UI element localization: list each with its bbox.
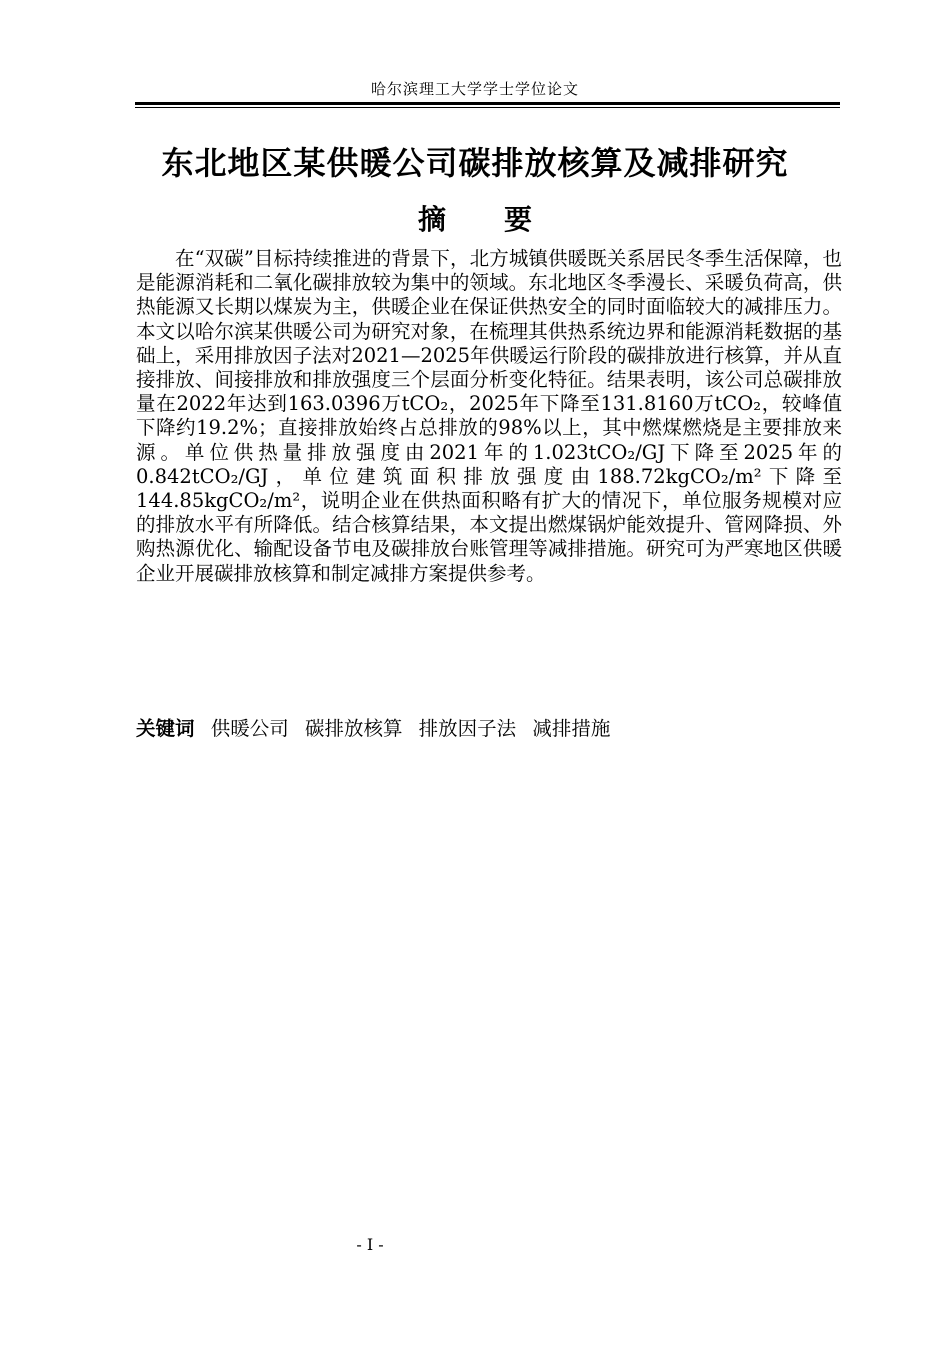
keywords-line bbox=[136, 716, 842, 742]
header-rule-thin bbox=[135, 107, 840, 108]
abstract-heading-char-2: 要 bbox=[504, 203, 533, 236]
keyword-item: 排放因子法 bbox=[418, 717, 517, 740]
thesis-title: 东北地区某供暖公司碳排放核算及减排研究 bbox=[161, 144, 789, 182]
abstract-heading-char-1: 摘 bbox=[417, 203, 446, 236]
abstract-heading bbox=[0, 198, 950, 238]
page-number: - I - bbox=[356, 1235, 384, 1254]
keyword-item: 碳排放核算 bbox=[304, 717, 403, 740]
abstract-body: 在“双碳”目标持续推进的背景下，北方城镇供暖既关系居民冬季生活保障，也是能源消耗和二氧化碳排放较为集中的领域。东北地区冬季漫长、采暖负荷高，供热能源又长期以煤炭为主，供暖企业在保证供热安全的同时面临较大的减排压力。本文以哈尔滨某供暖公司为研究对象，在梳理其供热系统边界和能源消耗数据的基础上，采用排放因子法对2021—2025年供暖运行阶段的碳排放进行核算，并从直接排放、间接排放和排放强度三个层面分析变化特征。结果表明，该公司总碳排放量在2022年达到163.0396万tCO₂，2025年下降至131.8160万tCO₂，较峰值下降约19.2%；直接排放始终占总排放的98%以上，其中燃煤燃烧是主要排放来源。单位供热量排放强度由2021年的1.023tCO₂/GJ下降至2025年的0.842tCO₂/GJ，单位建筑面积排放强度由188.72kgCO₂/m²下降至144.85kgCO₂/m²，说明企业在供热面积略有扩大的情况下，单位服务规模对应的排放水平有所降低。结合核算结果，本文提出燃煤锅炉能效提升、管网降损、外购热源优化、输配设备节电及碳排放台账管理等减排措施。研究可为严寒地区供暖企业开展碳排放核算和制定减排方案提供参考。 bbox=[136, 247, 842, 585]
keywords-label: 关键词 bbox=[136, 717, 195, 740]
keyword-item: 减排措施 bbox=[532, 717, 611, 740]
keyword-item: 供暖公司 bbox=[210, 717, 289, 740]
header-rule-thick bbox=[135, 102, 840, 105]
running-header: 哈尔滨理工大学学士学位论文 bbox=[370, 80, 579, 98]
